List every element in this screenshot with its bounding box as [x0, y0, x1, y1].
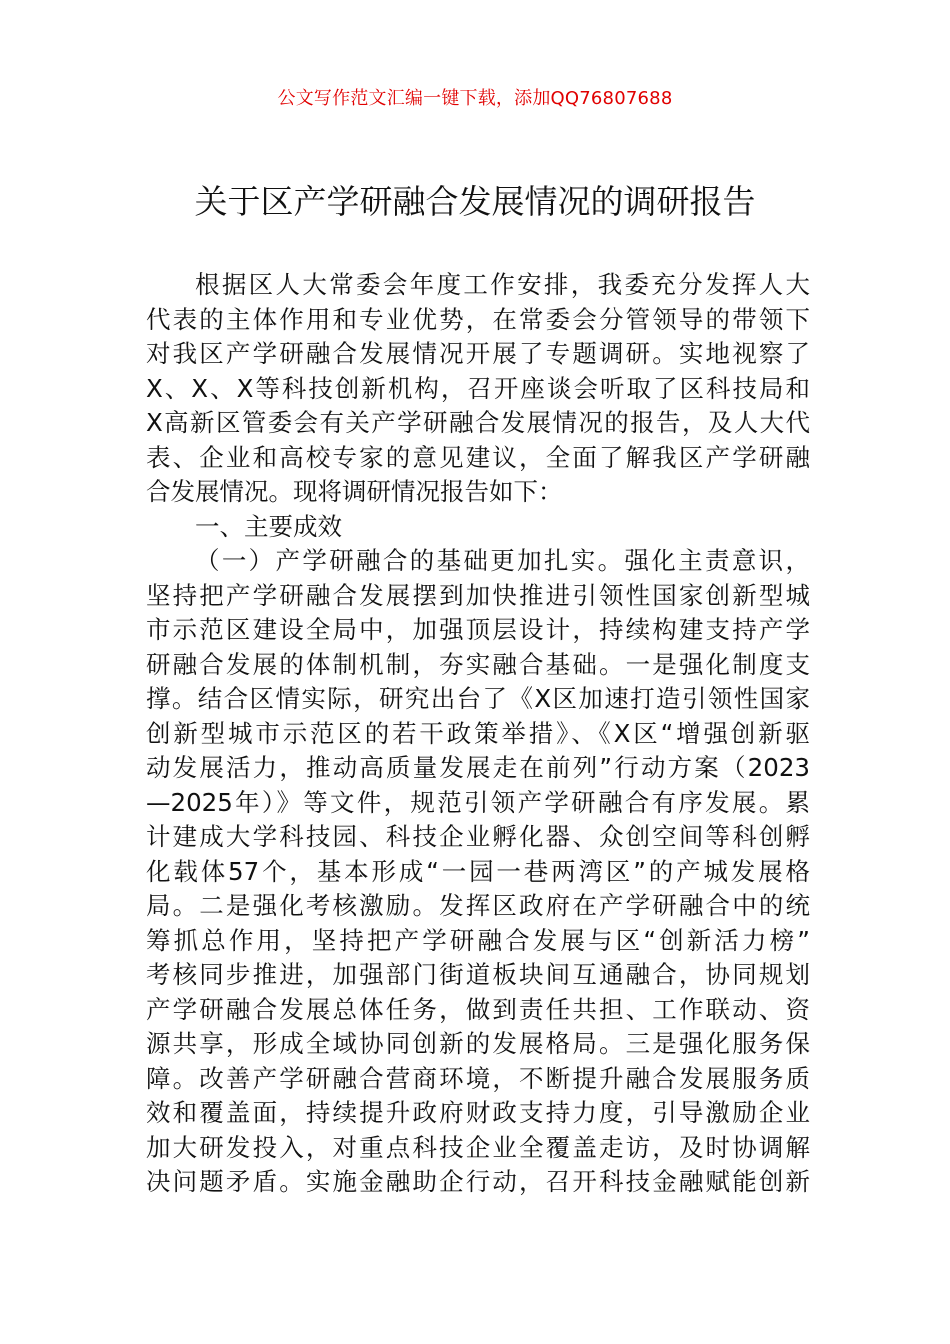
document-body — [146, 268, 810, 1200]
body-line: 筹抓总作用，坚持把产学研融合发展与区“创新活力榜” — [146, 925, 810, 955]
body-line: 决问题矛盾。实施金融助企行动，召开科技金融赋能创新 — [146, 1167, 810, 1196]
body-line: 根据区人大常委会年度工作安排，我委充分发挥人大 — [195, 270, 810, 299]
body-line: 障。改善产学研融合营商环境，不断提升融合发展服务质 — [146, 1063, 810, 1093]
document-title: 关于区产学研融合发展情况的调研报告 — [194, 182, 756, 221]
body-line: X高新区管委会有关产学研融合发展情况的报告，及人大代 — [146, 408, 810, 437]
body-line: 源共享，形成全域协同创新的发展格局。三是强化服务保 — [146, 1029, 810, 1058]
body-line: 一、主要成效 — [195, 511, 342, 541]
body-line: 市示范区建设全局中，加强顶层设计，持续构建支持产学 — [146, 615, 810, 644]
body-line: 加大研发投入，对重点科技企业全覆盖走访，及时协调解 — [146, 1132, 810, 1162]
body-line: 研融合发展的体制机制，夯实融合基础。一是强化制度支 — [146, 649, 810, 679]
body-line: 考核同步推进，加强部门街道板块间互通融合，协同规划 — [146, 960, 810, 989]
body-line: 表、企业和高校专家的意见建议，全面了解我区产学研融 — [146, 442, 810, 472]
body-line: （一）产学研融合的基础更加扎实。强化主责意识， — [195, 546, 810, 575]
body-line: 代表的主体作用和专业优势，在常委会分管领导的带领下 — [146, 304, 810, 334]
body-line: X、X、X等科技创新机构，召开座谈会听取了区科技局和 — [146, 373, 810, 403]
header-download-note: 公文写作范文汇编一键下载，添加QQ76807688 — [277, 88, 673, 109]
body-line: 动发展活力，推动高质量发展走在前列”行动方案（2023 — [146, 753, 810, 782]
body-line: 坚持把产学研融合发展摆到加快推进引领性国家创新型城 — [146, 580, 810, 610]
body-line: 产学研融合发展总体任务，做到责任共担、工作联动、资 — [146, 994, 810, 1024]
body-line: 化载体57个，基本形成“一园一巷两湾区”的产城发展格 — [146, 856, 810, 886]
body-line: 局。二是强化考核激励。发挥区政府在产学研融合中的统 — [146, 891, 810, 920]
body-line: 计建成大学科技园、科技企业孵化器、众创空间等科创孵 — [146, 822, 810, 851]
body-line: 创新型城市示范区的若干政策举措》、《X区“增强创新驱 — [146, 718, 810, 748]
body-line: 撑。结合区情实际，研究出台了《X区加速打造引领性国家 — [146, 684, 810, 713]
body-line: 合发展情况。现将调研情况报告如下： — [146, 477, 563, 506]
body-line: —2025年）》等文件，规范引领产学研融合有序发展。累 — [146, 787, 810, 817]
body-line: 对我区产学研融合发展情况开展了专题调研。实地视察了 — [146, 339, 810, 368]
body-line: 效和覆盖面，持续提升政府财政支持力度，引导激励企业 — [146, 1098, 810, 1127]
